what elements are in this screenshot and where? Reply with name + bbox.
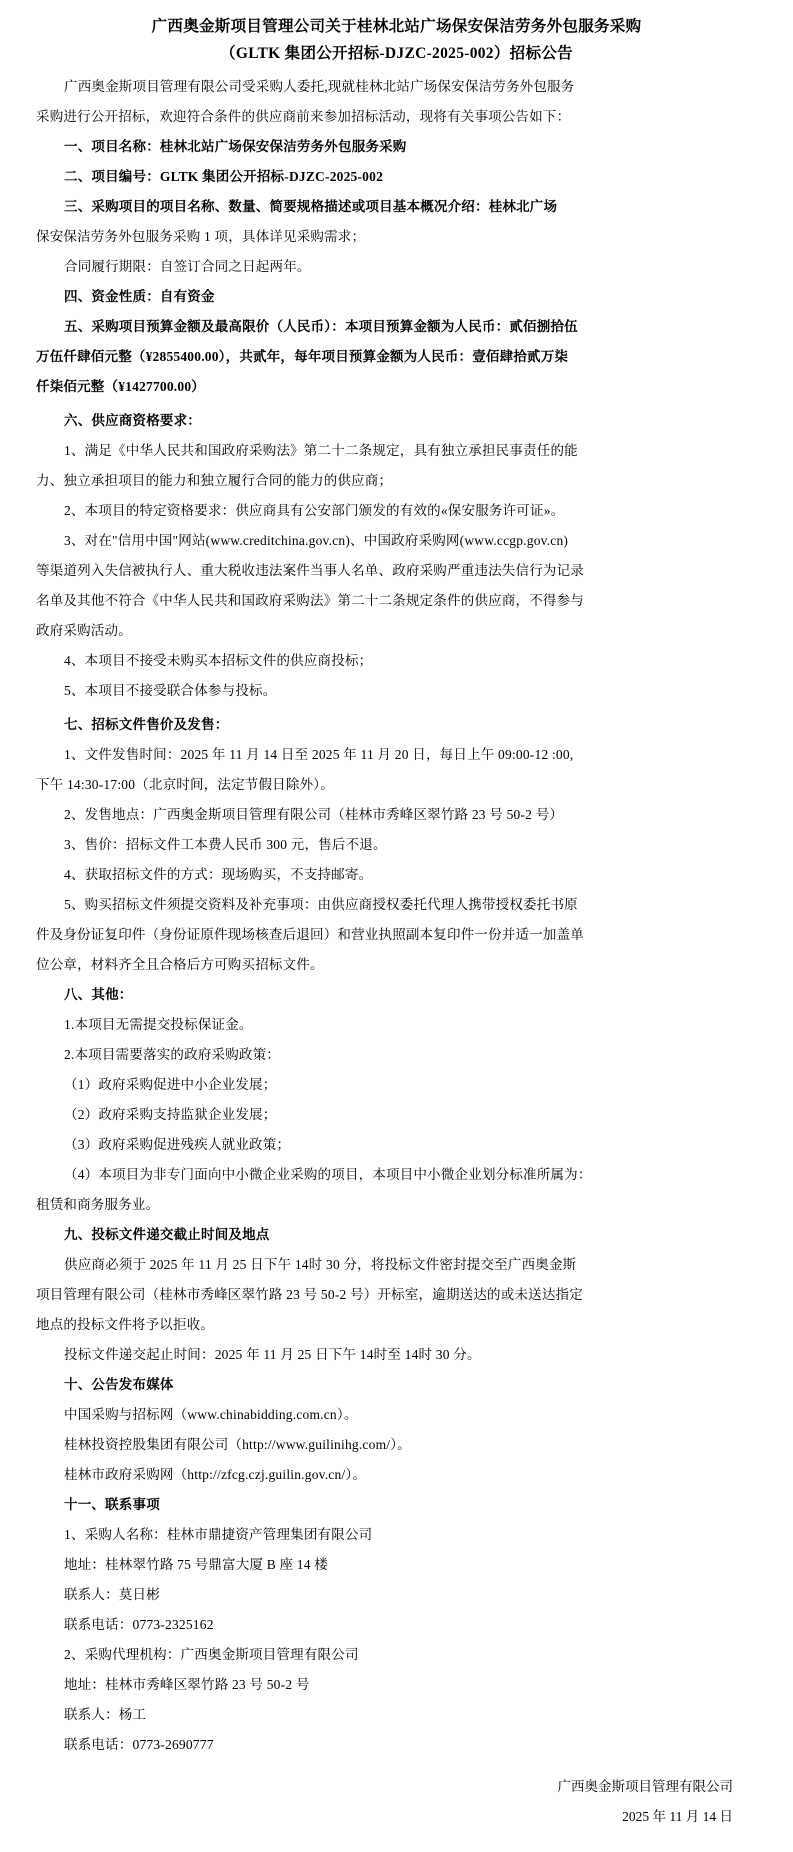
section-project-name: 一、项目名称：桂林北站广场保安保洁劳务外包服务采购 [64,139,407,154]
purchaser-contact-person: 联系人：莫日彬 [64,1587,160,1602]
signature-date: 2025 年 11 月 14 日 [622,1809,733,1824]
bid-deadline-line-2: 项目管理有限公司（桂林市秀峰区翠竹路 23 号 50-2 号）开标室，逾期送达的或未送达指定 [36,1287,583,1302]
qualification-item-3-line-2: 等渠道列入失信被执行人、重大税收违法案件当事人名单、政府采购严重违法失信行为记录 [36,563,584,578]
other-policy-4-line-2: 租赁和商务服务业。 [36,1197,160,1212]
purchaser-address: 地址：桂林翠竹路 75 号鼎富大厦 B 座 14 楼 [64,1557,328,1572]
section-document-sale-title: 七、招标文件售价及发售： [64,717,229,732]
other-policy-2: （2）政府采购支持监狱企业发展； [64,1107,277,1122]
intro-paragraph-line-1: 广西奥金斯项目管理有限公司受采购人委托,现就桂林北站广场保安保洁劳务外包服务 [64,79,575,94]
agency-contact-phone: 联系电话：0773-2690777 [64,1737,214,1752]
sale-item-5-line-3: 位公章，材料齐全且合格后方可购买招标文件。 [36,957,324,972]
sale-item-5-line-1: 5、购买招标文件须提交资料及补充事项：由供应商授权委托代理人携带授权委托书原 [64,897,578,912]
section-project-overview-line-2: 保安保洁劳务外包服务采购 1 项，具体详见采购需求； [36,229,366,244]
agency-address: 地址：桂林市秀峰区翠竹路 23 号 50-2 号 [64,1677,310,1692]
other-policy-4-line-1: （4）本项目为非专门面向中小微企业采购的项目，本项目中小微企业划分标准所属为： [64,1167,592,1182]
sale-item-4: 4、获取招标文件的方式：现场购买，不支持邮寄。 [64,867,373,882]
intro-paragraph-line-2: 采购进行公开招标，欢迎符合条件的供应商前来参加招标活动，现将有关事项公告如下： [36,109,571,124]
sale-item-1-line-2: 下午 14:30-17:00（北京时间，法定节假日除外）。 [36,777,334,792]
other-item-2: 2.本项目需要落实的政府采购政策： [64,1047,281,1062]
media-item-1: 中国采购与招标网（www.chinabidding.com.cn）。 [64,1407,358,1422]
purchaser-contact-phone: 联系电话：0773-2325162 [64,1617,214,1632]
other-policy-1: （1）政府采购促进中小企业发展； [64,1077,277,1092]
section-project-overview-line-1: 三、采购项目的项目名称、数量、简要规格描述或项目基本概况介绍：桂林北广场 [64,199,558,214]
section-project-number: 二、项目编号：GLTK 集团公开招标-DJZC-2025-002 [64,169,384,184]
section-media-title: 十、公告发布媒体 [64,1377,174,1392]
qualification-item-1-line-1: 1、满足《中华人民共和国政府采购法》第二十二条规定，具有独立承担民事责任的能 [64,443,578,458]
qualification-item-4: 4、本项目不接受未购买本招标文件的供应商投标； [64,653,373,668]
section-fund-nature: 四、资金性质：自有资金 [64,289,215,304]
media-item-3: 桂林市政府采购网（http://zfcg.czj.guilin.gov.cn/）。 [64,1467,367,1482]
sale-item-3: 3、售价：招标文件工本费人民币 300 元，售后不退。 [64,837,387,852]
media-item-2: 桂林投资控股集团有限公司（http://www.guilinihg.com/）。 [64,1437,411,1452]
section-budget-line-3: 仟柒佰元整（¥1427700.00） [36,379,205,394]
section-other-title: 八、其他： [64,987,133,1002]
document-title-line-2: （GLTK 集团公开招标-DJZC-2025-002）招标公告 [220,45,573,62]
other-item-1: 1.本项目无需提交投标保证金。 [64,1017,253,1032]
sale-item-2: 2、发售地点：广西奥金斯项目管理有限公司（桂林市秀峰区翠竹路 23 号 50-2 号） [64,807,564,822]
agency-contact-person: 联系人：杨工 [64,1707,147,1722]
bid-submission-window: 投标文件递交起止时间：2025 年 11 月 25 日下午 14时至 14时 30 分。 [64,1347,481,1362]
contract-period: 合同履行期限：自签订合同之日起两年。 [64,259,311,274]
section-supplier-qualification-title: 六、供应商资格要求： [64,413,201,428]
section-contact-title: 十一、联系事项 [64,1497,160,1512]
section-bid-deadline-title: 九、投标文件递交截止时间及地点 [64,1227,270,1242]
qualification-item-3-line-3: 名单及其他不符合《中华人民共和国政府采购法》第二十二条规定条件的供应商，不得参与 [36,593,584,608]
agency-name: 2、采购代理机构：广西奥金斯项目管理有限公司 [64,1647,359,1662]
document-title-line-1: 广西奥金斯项目管理公司关于桂林北站广场保安保洁劳务外包服务采购 [151,18,642,35]
other-policy-3: （3）政府采购促进残疾人就业政策； [64,1137,291,1152]
qualification-item-2: 2、本项目的特定资格要求：供应商具有公安部门颁发的有效的«保安服务许可证»。 [64,503,565,518]
qualification-item-1-line-2: 力、独立承担项目的能力和独立履行合同的能力的供应商； [36,473,393,488]
section-budget-line-1: 五、采购项目预算金额及最高限价（人民币）：本项目预算金额为人民币：贰佰捌拾伍 [64,319,578,334]
sale-item-5-line-2: 件及身份证复印件（身份证原件现场核查后退回）和营业执照副本复印件一份并适一加盖单 [36,927,584,942]
signature-organization: 广西奥金斯项目管理有限公司 [557,1779,733,1794]
purchaser-name: 1、采购人名称：桂林市鼎捷资产管理集团有限公司 [64,1527,373,1542]
sale-item-1-line-1: 1、文件发售时间：2025 年 11 月 14 日至 2025 年 11 月 20 日，每日上午 09:00-12 :00, [64,747,574,762]
bid-deadline-line-1: 供应商必须于 2025 年 11 月 25 日下午 14时 30 分，将投标文件密封提交至广西奥金斯 [64,1257,577,1272]
bid-deadline-line-3: 地点的投标文件将予以拒收。 [36,1317,215,1332]
section-budget-line-2: 万伍仟肆佰元整（¥2855400.00），共贰年，每年项目预算金额为人民币：壹佰肆拾贰万柒 [36,349,569,364]
qualification-item-3-line-1: 3、对在"信用中国"网站(www.creditchina.gov.cn)、中国政府采购网(www.ccgp.gov.cn) [64,533,569,548]
qualification-item-5: 5、本项目不接受联合体参与投标。 [64,683,277,698]
qualification-item-3-line-4: 政府采购活动。 [36,623,132,638]
